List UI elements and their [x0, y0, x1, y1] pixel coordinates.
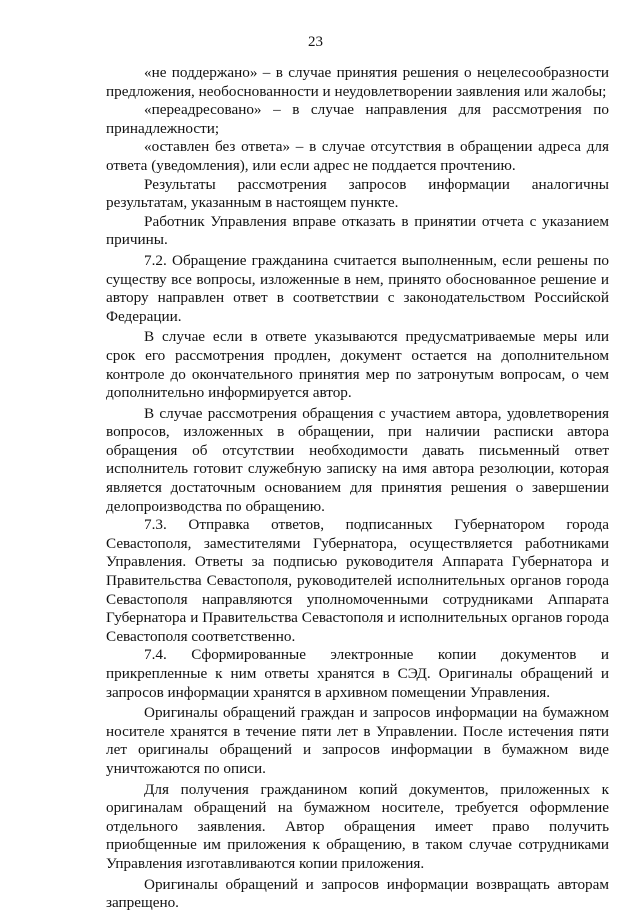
document-body	[106, 64, 609, 913]
paragraph-author-participation: В случае рассмотрения обращения с участием автора, удовлетворения вопросов, изложенных в обращении, при наличии расписки автора обращения об отсутствии необходимости давать письменный ответ исполнитель готовит служебную записку на имя автора резолюции, которая является достаточным основанием для принятия решения о завершении делопроизводства по обращению.	[106, 404, 609, 515]
paragraph-paper-storage: Оригиналы обращений граждан и запросов информации на бумажном носителе хранятся в течение пяти лет в Управлении. После истечения пяти лет оригиналы обращений и запросов информации в бумажном виде уничтожаются по описи.	[106, 704, 609, 777]
paragraph-7-2: 7.2. Обращение гражданина считается выполненным, если решены по существу все вопросы, изложенные в нем, принято обоснованное решение и автору направлен ответ в соответствии с законодательством Российской Федерации.	[106, 251, 609, 325]
paragraph-return-prohibited: Оригиналы обращений и запросов информации возвращать авторам запрещено.	[106, 875, 609, 912]
paragraph-redirected: «переадресовано» – в случае направления для рассмотрения по принадлежности;	[106, 101, 609, 137]
page-number: 23	[308, 34, 323, 50]
paragraph-report-refusal: Работник Управления вправе отказать в принятии отчета с указанием причины.	[106, 212, 609, 249]
paragraph-not-supported: «не поддержано» – в случае принятия решения о нецелесообразности предложения, необоснованности и неудовлетворении заявления или жалобы;	[106, 64, 609, 100]
paragraph-left-without-answer: «оставлен без ответа» – в случае отсутствия в обращении адреса для ответа (уведомления), или если адрес не поддается прочтению.	[106, 138, 609, 174]
paragraph-request-results: Результаты рассмотрения запросов информации аналогичны результатам, указанным в настоящем пункте.	[106, 175, 609, 212]
paragraph-copies-request: Для получения гражданином копий документов, приложенных к оригиналам обращений на бумажном носителе, требуется оформление отдельного заявления. Автор обращения имеет право получить приобщенные им приложения к обращению, в таком случае сотрудниками Управления изготавливаются копии приложения.	[106, 780, 609, 872]
paragraph-7-3: 7.3. Отправка ответов, подписанных Губернатором города Севастополя, заместителями Губернатора, осуществляется работниками Управления. Ответы за подписью руководителя Аппарата Губернатора и Правительства Севастополя, руководителей исполнительных органов города Севастополя направляются уполномоченными сотрудниками Аппарата Губернатора и Правительства Севастополя и исполнительных органов города Севастополя соответственно.	[106, 516, 609, 645]
paragraph-7-4: 7.4. Сформированные электронные копии документов и прикрепленные к ним ответы хранятся в СЭД. Оригиналы обращений и запросов информации хранятся в архивном помещении Управления.	[106, 646, 609, 701]
paragraph-extended-control: В случае если в ответе указываются предусматриваемые меры или срок его рассмотрения продлен, документ остается на дополнительном контроле до окончательного принятия мер по затронутым вопросам, о чем дополнительно информируется автор.	[106, 328, 609, 402]
